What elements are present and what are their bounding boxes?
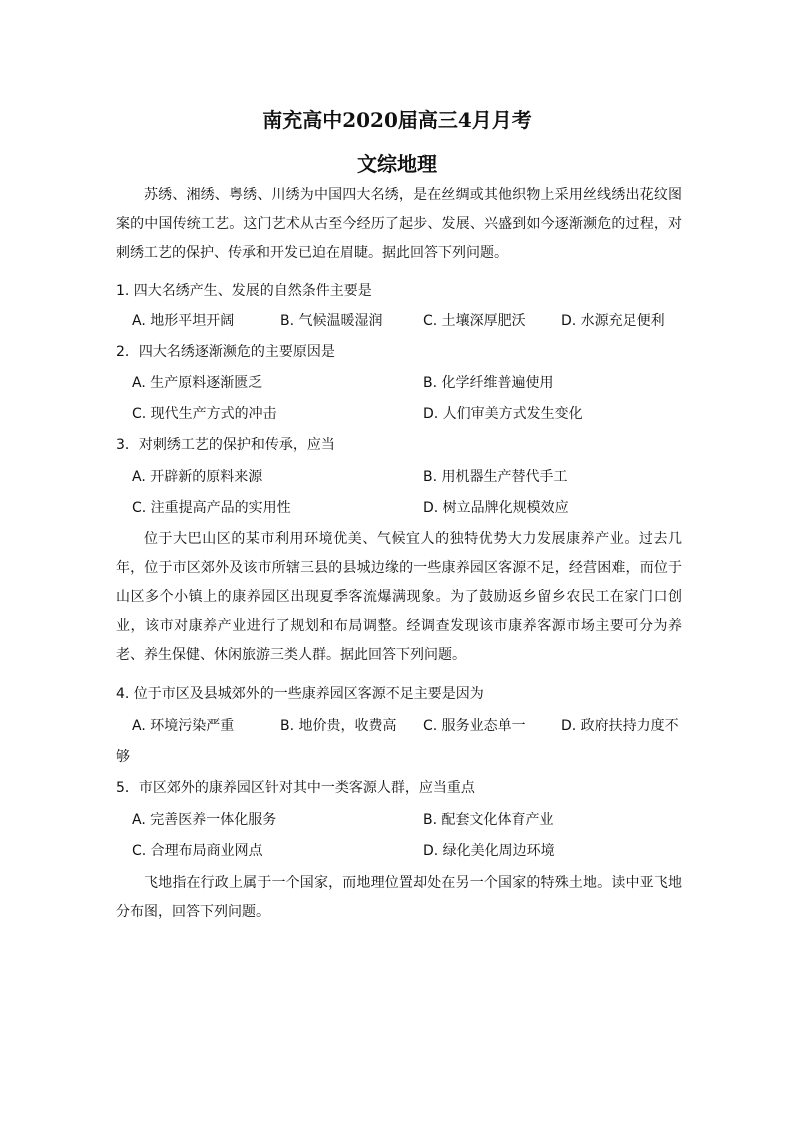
question-4-option-d-continuation: 够 <box>116 749 130 765</box>
question-2-option-c: C. 现代生产方式的冲击 <box>132 406 277 422</box>
question-3-option-d: D. 树立品牌化规模效应 <box>423 500 569 516</box>
question-3-option-b: B. 用机器生产替代手工 <box>423 469 568 485</box>
question-2-option-a: A. 生产原料逐渐匮乏 <box>132 375 263 391</box>
question-1-option-c: C. 土壤深厚肥沃 <box>423 313 526 329</box>
question-2-option-d: D. 人们审美方式发生变化 <box>423 406 583 422</box>
question-4-option-d: D. 政府扶持力度不 <box>561 718 679 734</box>
question-4-option-a: A. 环境污染严重 <box>132 718 235 734</box>
question-3-option-a: A. 开辟新的原料来源 <box>132 469 263 485</box>
question-2-option-b: B. 化学纤维普遍使用 <box>423 375 554 391</box>
question-5-stem: 5．市区郊外的康养园区针对其中一类客源人群，应当重点 <box>116 780 475 796</box>
question-1-option-a: A. 地形平坦开阔 <box>132 313 235 329</box>
question-3-stem: 3．对刺绣工艺的保护和传承，应当 <box>116 437 335 453</box>
page-subtitle: 文综地理 <box>357 152 437 176</box>
page-title: 南充高中2020届高三4月月考 <box>262 108 532 132</box>
question-5-option-b: B. 配套文化体育产业 <box>423 812 554 828</box>
question-4-stem: 4. 位于市区及县城郊外的一些康养园区客源不足主要是因为 <box>116 686 484 702</box>
question-4-option-c: C. 服务业态单一 <box>423 718 526 734</box>
question-3-option-c: C. 注重提高产品的实用性 <box>132 500 291 516</box>
passage-health-industry: 位于大巴山区的某市利用环境优美、气候宜人的独特优势大力发展康养产业。过去几年，位于市区郊外及该市所辖三县的县城边缘的一些康养园区客源不足，经营困难，而位于山区多个小镇上的康养园区出现夏季客流爆满现象。为了鼓励返乡留乡农民工在家门口创业，该市对康养产业进行了规划和布局调整。经调查发现该市康养客源市场主要可分为养老、养生保健、休闲旅游三类人群。据此回答下列问题。 <box>116 531 682 663</box>
question-4-option-b: B. 地价贵，收费高 <box>280 718 397 734</box>
question-1-stem: 1. 四大名绣产生、发展的自然条件主要是 <box>116 283 372 299</box>
passage-enclave: 飞地指在行政上属于一个国家，而地理位置却处在另一个国家的特殊土地。读中亚飞地分布图，回答下列问题。 <box>116 875 682 920</box>
question-1-option-b: B. 气候温暖湿润 <box>280 313 383 329</box>
question-1-option-d: D. 水源充足便利 <box>561 313 665 329</box>
question-2-stem: 2．四大名绣逐渐濒危的主要原因是 <box>116 344 335 360</box>
question-5-option-a: A. 完善医养一体化服务 <box>132 812 277 828</box>
question-5-option-c: C. 合理布局商业网点 <box>132 843 263 859</box>
passage-embroidery: 苏绣、湘绣、粤绣、川绣为中国四大名绣，是在丝绸或其他织物上采用丝线绣出花纹图案的中国传统工艺。这门艺术从古至今经历了起步、发展、兴盛到如今逐渐濒危的过程，对刺绣工艺的保护、传承和开发已迫在眉睫。据此回答下列问题。 <box>116 187 682 261</box>
question-5-option-d: D. 绿化美化周边环境 <box>423 843 555 859</box>
